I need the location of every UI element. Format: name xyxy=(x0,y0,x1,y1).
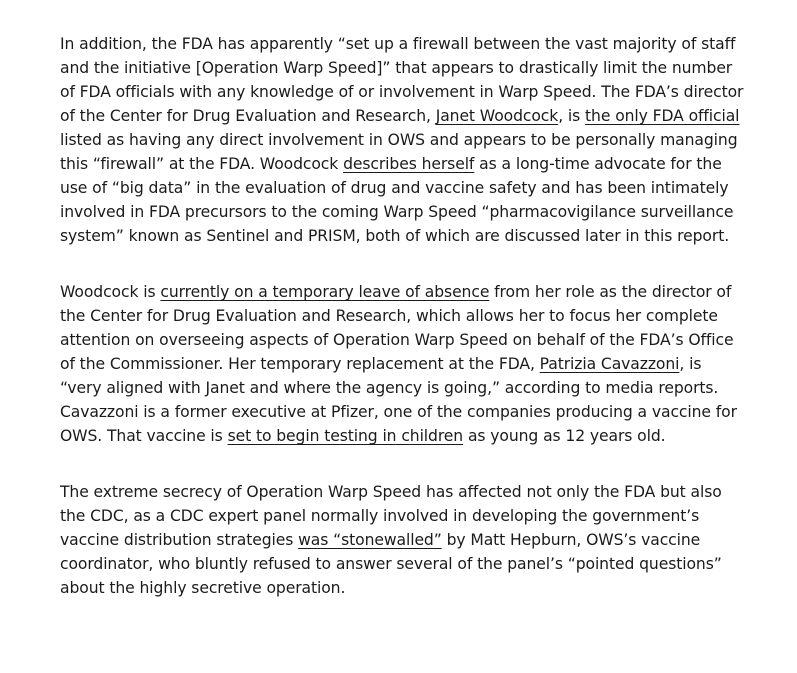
article-body xyxy=(60,32,744,600)
link-was-stonewalled[interactable]: was “stonewalled” xyxy=(298,531,442,549)
paragraph-woodcock-leave xyxy=(60,280,744,448)
text: from her role as the director of the Center for Drug Evaluation and Research, which allows her to focus her complete attention on overseeing aspects of Operation Warp Speed on behalf of the FDA’s Office of the Commissioner. Her temporary replacement at the FDA, xyxy=(60,283,734,373)
text: The extreme secrecy of Operation Warp Speed has affected not only the FDA but also the CDC, as a CDC expert panel normally involved in developing the government’s vaccine distribution strategies xyxy=(60,483,722,549)
link-leave-of-absence[interactable]: currently on a temporary leave of absence xyxy=(160,283,490,301)
link-describes-herself[interactable]: describes herself xyxy=(343,155,475,173)
text: , is xyxy=(558,107,586,125)
text: In addition, the FDA has apparently “set up a firewall between the vast majority of staff and the initiative [Operation Warp Speed]” that appears to drastically limit the number of FDA officials with any knowledge of or involvement in Warp Speed. The FDA’s director of the Center for Drug Evaluation and Research, xyxy=(60,35,744,125)
paragraph-fda-firewall xyxy=(60,32,744,248)
paragraph-cdc-stonewalled xyxy=(60,480,744,600)
link-janet-woodcock[interactable]: Janet Woodcock xyxy=(435,107,559,125)
text: as young as 12 years old. xyxy=(463,427,666,445)
text: , is “very aligned with Janet and where the agency is going,” according to media reports. Cavazzoni is a former executive at Pfizer, one of the companies producing a vaccine for OWS. That vaccine is xyxy=(60,355,737,445)
link-only-fda-official[interactable]: the only FDA official xyxy=(585,107,740,125)
link-testing-in-children[interactable]: set to begin testing in children xyxy=(227,427,464,445)
text: by Matt Hepburn, OWS’s vaccine coordinator, who bluntly refused to answer several of the panel’s “pointed questions” about the highly secretive operation. xyxy=(60,531,722,597)
link-patrizia-cavazzoni[interactable]: Patrizia Cavazzoni xyxy=(539,355,680,373)
text: Woodcock is xyxy=(60,283,161,301)
text: as a long-time advocate for the use of “big data” in the evaluation of drug and vaccine safety and has been intimately involved in FDA precursors to the coming Warp Speed “pharmacovigilance surveillance system” known as Sentinel and PRISM, both of which are discussed later in this report. xyxy=(60,155,734,245)
text: listed as having any direct involvement in OWS and appears to be personally managing this “firewall” at the FDA. Woodcock xyxy=(60,131,738,173)
